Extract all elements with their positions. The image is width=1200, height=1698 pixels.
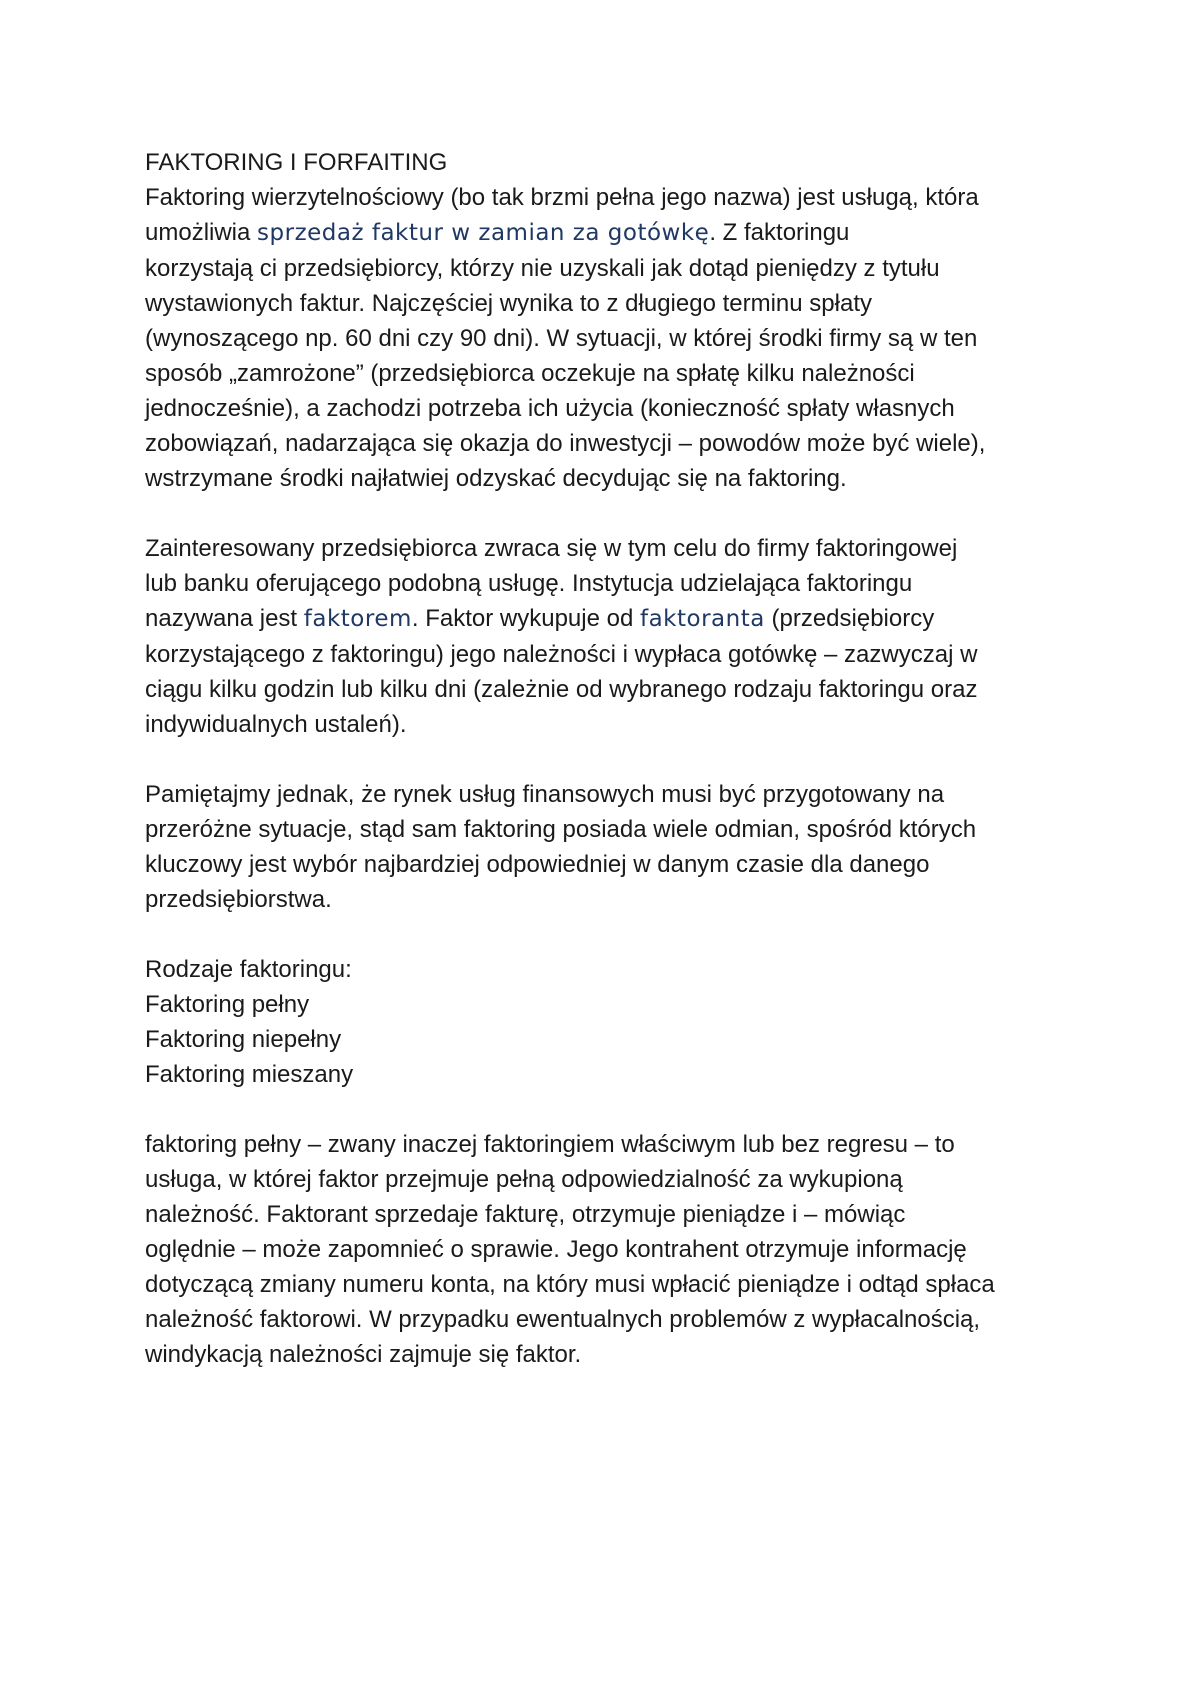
paragraph-line: zobowiązań, nadarzająca się okazja do inwestycji – powodów może być wiele), [145,430,986,457]
list-item: Faktoring mieszany [145,1061,354,1088]
paragraph-gap [145,496,1085,531]
text-fragment: umożliwia [145,219,258,246]
paragraph-line: korzystają ci przedsiębiorcy, którzy nie uzyskali jak dotąd pieniędzy z tytułu [145,255,940,282]
paragraph-line: Zainteresowany przedsiębiorca zwraca się w tym celu do firmy faktoringowej [145,535,958,562]
paragraph-line: wystawionych faktur. Najczęściej wynika to z długiego terminu spłaty [145,290,872,317]
paragraph-gap [145,742,1085,777]
list-heading: Rodzaje faktoringu: [145,956,352,983]
paragraph-line: należność faktorowi. W przypadku ewentualnych problemów z wypłacalnością, [145,1306,981,1333]
document-body [145,145,1085,1372]
paragraph-line: korzystającego z faktoringu) jego należności i wypłaca gotówkę – zazwyczaj w [145,641,978,668]
paragraph-intro [145,180,1085,496]
paragraph-full-factoring [145,1127,1085,1372]
paragraph-line: przeróżne sytuacje, stąd sam faktoring posiada wiele odmian, spośród których [145,816,977,843]
paragraph-line: indywidualnych ustaleń). [145,711,407,738]
paragraph-line: windykacją należności zajmuje się faktor. [145,1341,582,1368]
paragraph-gap [145,917,1085,952]
paragraph-line: usługa, w której faktor przejmuje pełną odpowiedzialność za wykupioną [145,1166,903,1193]
text-fragment: nazywana jest [145,605,304,632]
paragraph-line: Pamiętajmy jednak, że rynek usług finansowych musi być przygotowany na [145,781,945,808]
paragraph-line: faktoring pełny – zwany inaczej faktoringiem właściwym lub bez regresu – to [145,1131,955,1158]
paragraph-line: dotyczącą zmiany numeru konta, na który musi wpłacić pieniądze i odtąd spłaca [145,1271,995,1298]
factoring-types-list [145,952,1085,1092]
paragraph-line: oględnie – może zapomnieć o sprawie. Jego kontrahent otrzymuje informację [145,1236,967,1263]
paragraph-line: należność. Faktorant sprzedaje fakturę, otrzymuje pieniądze i – mówiąc [145,1201,906,1228]
paragraph-line: sposób „zamrożone” (przedsiębiorca oczekuje na spłatę kilku należności [145,360,915,387]
text-fragment: (przedsiębiorcy [764,605,935,632]
paragraph-factor [145,531,1085,742]
paragraph-line: Faktoring wierzytelnościowy (bo tak brzmi pełna jego nazwa) jest usługą, która [145,184,979,211]
paragraph-line: lub banku oferującego podobną usługę. Instytucja udzielająca faktoringu [145,570,913,597]
paragraph-line: wstrzymane środki najłatwiej odzyskać decydując się na faktoring. [145,465,847,492]
list-item: Faktoring pełny [145,991,310,1018]
paragraph-line: (wynoszącego np. 60 dni czy 90 dni). W sytuacji, w której środki firmy są w ten [145,325,978,352]
highlighted-term: faktorem [303,606,412,632]
list-item: Faktoring niepełny [145,1026,342,1053]
highlighted-term: faktoranta [639,606,765,632]
text-fragment: . Z faktoringu [709,219,850,246]
highlighted-term: sprzedaż faktur w zamian za gotówkę [257,220,710,246]
paragraph-market [145,777,1085,917]
paragraph-line: jednocześnie), a zachodzi potrzeba ich użycia (konieczność spłaty własnych [145,395,955,422]
document-title: FAKTORING I FORFAITING [145,149,448,176]
paragraph-line: ciągu kilku godzin lub kilku dni (zależnie od wybranego rodzaju faktoringu oraz [145,676,978,703]
paragraph-gap [145,1092,1085,1127]
paragraph-line [145,601,1085,637]
paragraph-line: kluczowy jest wybór najbardziej odpowiedniej w danym czasie dla danego [145,851,930,878]
paragraph-line [145,215,1085,251]
paragraph-line: przedsiębiorstwa. [145,886,332,913]
text-fragment: . Faktor wykupuje od [411,605,640,632]
